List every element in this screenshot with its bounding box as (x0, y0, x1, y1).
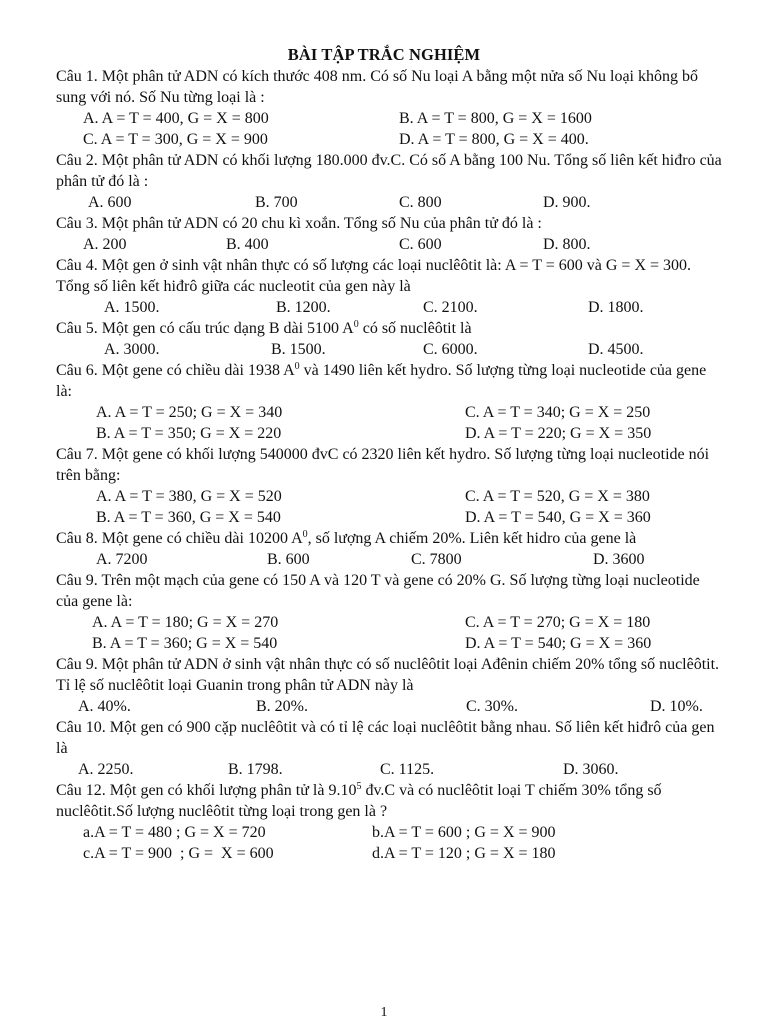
question-9a-options-row-1 (56, 612, 724, 633)
question-12-option-c: c.A = T = 900 ; G = X = 600 (83, 845, 274, 862)
page-title: BÀI TẬP TRẮC NGHIỆM (287, 45, 481, 64)
question-8-text-start: Câu 8. Một gene có chiều dài 10200 A (56, 530, 303, 547)
question-3-option-c: C. 600 (399, 236, 442, 253)
question-3-option-a: A. 200 (83, 236, 127, 253)
question-4-option-a: A. 1500. (104, 299, 160, 316)
question-5-text (56, 318, 724, 339)
question-7-option-a: A. A = T = 380, G = X = 520 (96, 488, 282, 505)
question-9b-option-b: B. 20%. (256, 698, 308, 715)
question-7-text: Câu 7. Một gene có khối lượng 540000 đvC có 2320 liên kết hydro. Số lượng từng loại nucleotide nói trên bằng: (56, 446, 710, 484)
question-6-option-c: C. A = T = 340; G = X = 250 (465, 404, 651, 421)
question-10-option-d: D. 3060. (563, 761, 619, 778)
question-10 (56, 717, 724, 780)
question-3-option-d: D. 800. (543, 236, 591, 253)
question-9a-options-row-2 (56, 633, 724, 654)
question-6 (56, 360, 724, 444)
question-12-option-a: a.A = T = 480 ; G = X = 720 (83, 824, 266, 841)
question-8-options (56, 549, 724, 570)
question-9-gene-strand (56, 570, 724, 654)
question-12-text (56, 780, 724, 822)
question-list (56, 66, 724, 864)
question-5-option-d: D. 4500. (588, 341, 644, 358)
question-9b-text: Câu 9. Một phân tử ADN ở sinh vật nhân thực có số nuclêôtit loại Ađênin chiếm 20% tổng số nuclêôtit. Tỉ lệ số nuclêôtit loại Guanin trong phân tử ADN này là (56, 656, 720, 694)
question-12-option-b: b.A = T = 600 ; G = X = 900 (372, 824, 556, 841)
question-1-options-row-2 (56, 129, 724, 150)
question-7-options-row-2 (56, 507, 724, 528)
question-8-text-end: , số lượng A chiếm 20%. Liên kết hidro của gene là (307, 530, 637, 547)
question-7-option-b: B. A = T = 360, G = X = 540 (96, 509, 281, 526)
page-number: 1 (380, 1005, 388, 1020)
question-10-option-c: C. 1125. (380, 761, 435, 778)
question-6-options-row-2 (56, 423, 724, 444)
question-9a-option-c: C. A = T = 270; G = X = 180 (465, 614, 651, 631)
question-7-option-c: C. A = T = 520, G = X = 380 (465, 488, 650, 505)
question-5-text-end: có số nuclêôtit là (358, 320, 472, 337)
question-8 (56, 528, 724, 570)
question-2-option-d: D. 900. (543, 194, 591, 211)
question-7-option-d: D. A = T = 540, G = X = 360 (465, 509, 651, 526)
question-12-options-row-2 (56, 843, 724, 864)
question-5-text-start: Câu 5. Một gen có cấu trúc dạng B dài 5100 A (56, 320, 354, 337)
question-6-option-b: B. A = T = 350; G = X = 220 (96, 425, 282, 442)
question-9a-option-d: D. A = T = 540; G = X = 360 (465, 635, 652, 652)
question-1-option-a: A. A = T = 400, G = X = 800 (83, 110, 269, 127)
question-5-option-a: A. 3000. (104, 341, 160, 358)
question-1-text: Câu 1. Một phân tử ADN có kích thước 408 nm. Có số Nu loại A bằng một nửa số Nu loại không bổ sung với nó. Số Nu từng loại là : (56, 68, 698, 106)
question-8-text (56, 528, 724, 549)
question-6-options-row-1 (56, 402, 724, 423)
question-5 (56, 318, 724, 360)
question-12-options-row-1 (56, 822, 724, 843)
question-3-text: Câu 3. Một phân tử ADN có 20 chu kì xoắn. Tổng số Nu của phân tử đó là : (56, 215, 542, 232)
question-6-text-end: và 1490 liên kết hydro. Số lượng từng loại nucleotide của gene là: (56, 362, 707, 400)
question-6-option-a: A. A = T = 250; G = X = 340 (96, 404, 283, 421)
question-9a-option-a: A. A = T = 180; G = X = 270 (92, 614, 279, 631)
question-3-option-b: B. 400 (226, 236, 269, 253)
question-5-options (56, 339, 724, 360)
question-2-options (56, 192, 724, 213)
question-2 (56, 150, 724, 213)
question-9b-options (56, 696, 724, 717)
question-12-text-start: Câu 12. Một gen có khối lượng phân tử là 9.10 (56, 782, 357, 799)
question-10-options (56, 759, 724, 780)
question-10-option-a: A. 2250. (78, 761, 134, 778)
angstrom-superscript: 0 (302, 529, 308, 540)
question-9a-text: Câu 9. Trên một mạch của gene có 150 A và 120 T và gene có 20% G. Số lượng từng loại nucleotide của gene là: (56, 572, 700, 610)
question-1-options-row-1 (56, 108, 724, 129)
question-9b-option-a: A. 40%. (78, 698, 131, 715)
question-8-option-c: C. 7800 (411, 551, 462, 568)
question-9b-option-c: C. 30%. (466, 698, 518, 715)
question-1-option-c: C. A = T = 300, G = X = 900 (83, 131, 268, 148)
question-3-options (56, 234, 724, 255)
question-6-option-d: D. A = T = 220; G = X = 350 (465, 425, 652, 442)
question-2-option-b: B. 700 (255, 194, 298, 211)
question-2-option-a: A. 600 (88, 194, 132, 211)
question-12-option-d: d.A = T = 120 ; G = X = 180 (372, 845, 556, 862)
question-8-option-b: B. 600 (267, 551, 310, 568)
question-8-option-d: D. 3600 (593, 551, 645, 568)
question-8-option-a: A. 7200 (96, 551, 148, 568)
question-4 (56, 255, 724, 318)
question-4-option-b: B. 1200. (276, 299, 331, 316)
question-10-text: Câu 10. Một gen có 900 cặp nuclêôtit và có tỉ lệ các loại nuclêôtit bằng nhau. Số liên kết hiđrô của gen là (56, 719, 715, 757)
question-12-text-end: đv.C và có nuclêôtit loại T chiếm 30% tổng số nuclêôtit.Số lượng nuclêôtit từng loại trong gen là ? (56, 782, 662, 820)
exponent-superscript: 5 (356, 781, 362, 792)
question-10-option-b: B. 1798. (228, 761, 283, 778)
question-1-option-d: D. A = T = 800, G = X = 400. (399, 131, 589, 148)
question-5-option-c: C. 6000. (423, 341, 478, 358)
question-3 (56, 213, 724, 255)
question-2-text: Câu 2. Một phân tử ADN có khối lượng 180.000 đv.C. Có số A bằng 100 Nu. Tổng số liên kết hiđro của phân tử đó là : (56, 152, 722, 190)
question-6-text (56, 360, 724, 402)
question-4-option-c: C. 2100. (423, 299, 478, 316)
question-6-text-start: Câu 6. Một gene có chiều dài 1938 A (56, 362, 295, 379)
question-7-options-row-1 (56, 486, 724, 507)
question-12 (56, 780, 724, 864)
question-9-adn-ratio (56, 654, 724, 717)
question-2-option-c: C. 800 (399, 194, 442, 211)
angstrom-superscript: 0 (353, 319, 359, 330)
question-4-text: Câu 4. Một gen ở sinh vật nhân thực có số lượng các loại nuclêôtit là: A = T = 600 và G = X = 300. Tổng số liên kết hiđrô giữa các nucleotit của gen này là (56, 257, 692, 295)
question-9a-option-b: B. A = T = 360; G = X = 540 (92, 635, 278, 652)
question-1 (56, 66, 724, 150)
question-5-option-b: B. 1500. (271, 341, 326, 358)
question-1-option-b: B. A = T = 800, G = X = 1600 (399, 110, 592, 127)
angstrom-superscript: 0 (294, 361, 300, 372)
question-4-options (56, 297, 724, 318)
question-9b-option-d: D. 10%. (650, 698, 703, 715)
question-4-option-d: D. 1800. (588, 299, 644, 316)
question-7 (56, 444, 724, 528)
